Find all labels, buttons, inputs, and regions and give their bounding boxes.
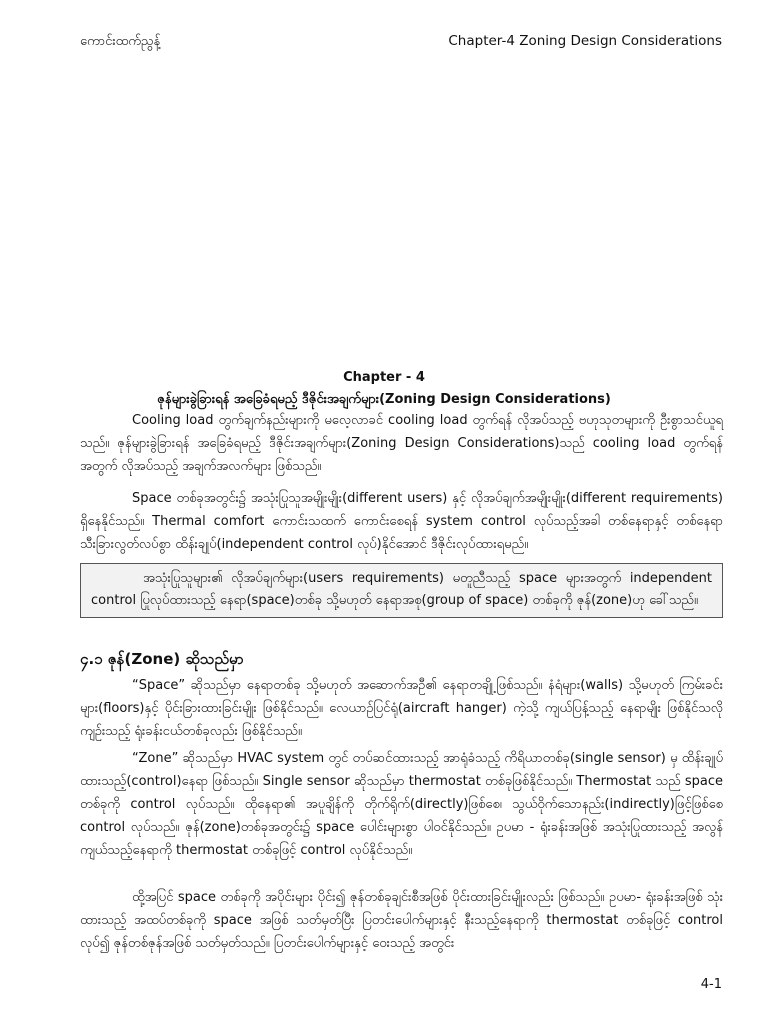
page-number: 4-1 — [700, 977, 722, 992]
space-users-paragraph: Space တစ်ခုအတွင်း၌ အသုံးပြုသူအမျိုးမျိုး(different users) နှင့် လိုအပ်ချက်အမျိုးမျိုး(different requirements) ရှိနေနိုင်သည်။ Thermal comfort ကောင်းသထက် ကောင်းစေရန် system control လုပ်သည့်အခါ တစ်နေရာနှင့် တစ်နေရာ သီးခြားလွတ်လပ်စွာ ထိန်းချုပ်(independent control လုပ်)နိုင်အောင် ဒီဇိုင်းလုပ်ထားရမည်။ — [80, 491, 723, 552]
running-header-author: ကောင်းထက်ညွန့် — [80, 34, 161, 49]
chapter-title: ဇုန်များခွဲခြားရန် အခြေခံရမည့် ဒီဇိုင်းအချက်များ(Zoning Design Considerations) — [157, 392, 611, 407]
intro-paragraph: Cooling load တွက်ချက်နည်းများကို မလေ့လာခင် cooling load တွက်ရန် လိုအပ်သည့် ဗဟုသုတများကို ဦးစွာသင်ယူရသည်။ ဇုန်များခွဲခြားရန် အခြေခံရမည့် ဒီဇိုင်းအချက်များ(Zoning Design Considerations)သည် cooling load တွက်ရန်အတွက် လိုအပ်သည့် အချက်အလက်များ ဖြစ်သည်။ — [80, 413, 723, 474]
zone-example-paragraph: ထို့အပြင် space တစ်ခုကို အပိုင်းများ ပိုင်း၍ ဇုန်တစ်ခုချင်းစီအဖြစ် ပိုင်းထားခြင်းမျိုးလည်း ဖြစ်သည်။ ဥပမာ- ရုံးခန်းအဖြစ် သုံးထားသည့် အထပ်တစ်ခုကို space အဖြစ် သတ်မှတ်ပြီး ပြတင်းပေါက်များနှင့် နီးသည့်နေရာကို thermostat တစ်ခုဖြင့် control လုပ်၍ ဇုန်တစ်ဇုန်အဖြစ် သတ်မှတ်သည်။ ပြတင်းပေါက်များနှင့် ဝေးသည့် အတွင်း — [80, 890, 723, 951]
section-heading: ၄.၁ ဇုန်(Zone) ဆိုသည်မှာ — [80, 650, 244, 668]
chapter-label: Chapter - 4 — [343, 370, 425, 385]
zone-definition-box: အသုံးပြုသူများ၏ လိုအပ်ချက်များ(users requirements) မတူညီသည့် space များအတွက် independent control ပြုလုပ်ထားသည့် နေရာ(space)တစ်ခု သို့မဟုတ် နေရာအစု(group of space) တစ်ခုကို ဇုန်(zone)ဟု ခေါ်သည်။ — [80, 563, 723, 618]
zone-definition-paragraph: “Zone” ဆိုသည်မှာ HVAC system တွင် တပ်ဆင်ထားသည့် အာရုံခံသည့် ကိရိယာတစ်ခု(single sensor) မှ ထိန်းချုပ်ထားသည့်(control)နေရာ ဖြစ်သည်။ Single sensor ဆိုသည်မှာ thermostat တစ်ခုဖြစ်နိုင်သည်။ Thermostat သည် space တစ်ခုကို control လုပ်သည်။ ထိုနေရာ၏ အပူချိန်ကို တိုက်ရိုက်(directly)ဖြစ်စေ၊ သွယ်ဝိုက်သောနည်း(indirectly)ဖြင့်ဖြစ်စေ control လုပ်သည်။ ဇုန်(zone)တစ်ခုအတွင်း၌ space ပေါင်းများစွာ ပါဝင်နိုင်သည်။ ဥပမာ - ရုံးခန်းအဖြစ် အသုံးပြုထားသည့် အလွန်ကျယ်သည့်နေရာကို thermostat တစ်ခုဖြင့် control လုပ်နိုင်သည်။ — [80, 751, 723, 858]
running-header-chapter: Chapter-4 Zoning Design Considerations — [448, 33, 722, 49]
space-definition-paragraph: “Space” ဆိုသည်မှာ နေရာတစ်ခု သို့မဟုတ် အဆောက်အဦ၏ နေရာတချို့ဖြစ်သည်။ နံရံများ(walls) သို့မဟုတ် ကြမ်းခင်းများ(floors)နှင့် ပိုင်းခြားထားခြင်းမျိုး ဖြစ်နိုင်သည်။ လေယာဉ်ပြင်ရုံ(aircraft hanger) ကဲ့သို့ ကျယ်ပြန့်သည့် နေရာမျိုး ဖြစ်နိုင်သလို ကျဉ်းသည့် ရုံးခန်းငယ်တစ်ခုလည်း ဖြစ်နိုင်သည်။ — [80, 678, 723, 739]
